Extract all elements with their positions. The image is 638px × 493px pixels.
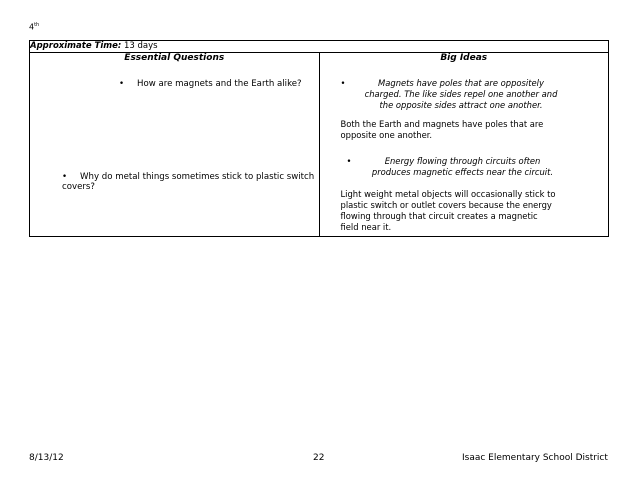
idea-paragraph: Light weight metal objects will occasionally stick to plastic switch or outlet covers because the energy flowing through that circuit creates a magnetic field near it. (340, 189, 556, 232)
ideas-body (320, 64, 609, 236)
ideas-heading: Big Ideas (440, 53, 488, 63)
footer-district: Isaac Elementary School District (462, 453, 608, 463)
footer-page-number: 22 (313, 453, 325, 463)
questions-heading: Essential Questions (124, 53, 225, 63)
idea-bullet (341, 156, 561, 178)
idea-text: Magnets have poles that are oppositely charged. The like sides repel one another and the opposite sides attract one another. (364, 78, 558, 110)
footer-date: 8/13/12 (29, 453, 64, 463)
bullet-icon: • (62, 172, 68, 182)
questions-cell (30, 53, 320, 237)
grade-number: 4 (29, 22, 35, 32)
idea-paragraph: Both the Earth and magnets have poles that are opposite one another. (340, 119, 544, 140)
time-label: Approximate Time: (30, 41, 122, 51)
question-text: How are magnets and the Earth alike? (137, 79, 302, 89)
question-item (62, 172, 319, 192)
grade-suffix: th (34, 22, 40, 28)
time-value: 13 days (124, 41, 158, 51)
question-item (119, 79, 302, 89)
time-cell (30, 41, 609, 53)
time-row (30, 41, 609, 53)
bullet-icon: • (340, 78, 346, 88)
bullet-icon: • (346, 156, 352, 166)
question-text: Why do metal things sometimes stick to plastic switch covers? (62, 172, 315, 192)
idea-bullet (341, 78, 561, 111)
curriculum-table (29, 40, 609, 237)
idea-text: Energy flowing through circuits often produces magnetic effects near the circuit. (371, 156, 554, 177)
ideas-cell (319, 53, 609, 237)
content-row (30, 53, 609, 237)
questions-body (30, 64, 319, 236)
grade-label (29, 22, 39, 32)
bullet-icon: • (119, 79, 125, 89)
